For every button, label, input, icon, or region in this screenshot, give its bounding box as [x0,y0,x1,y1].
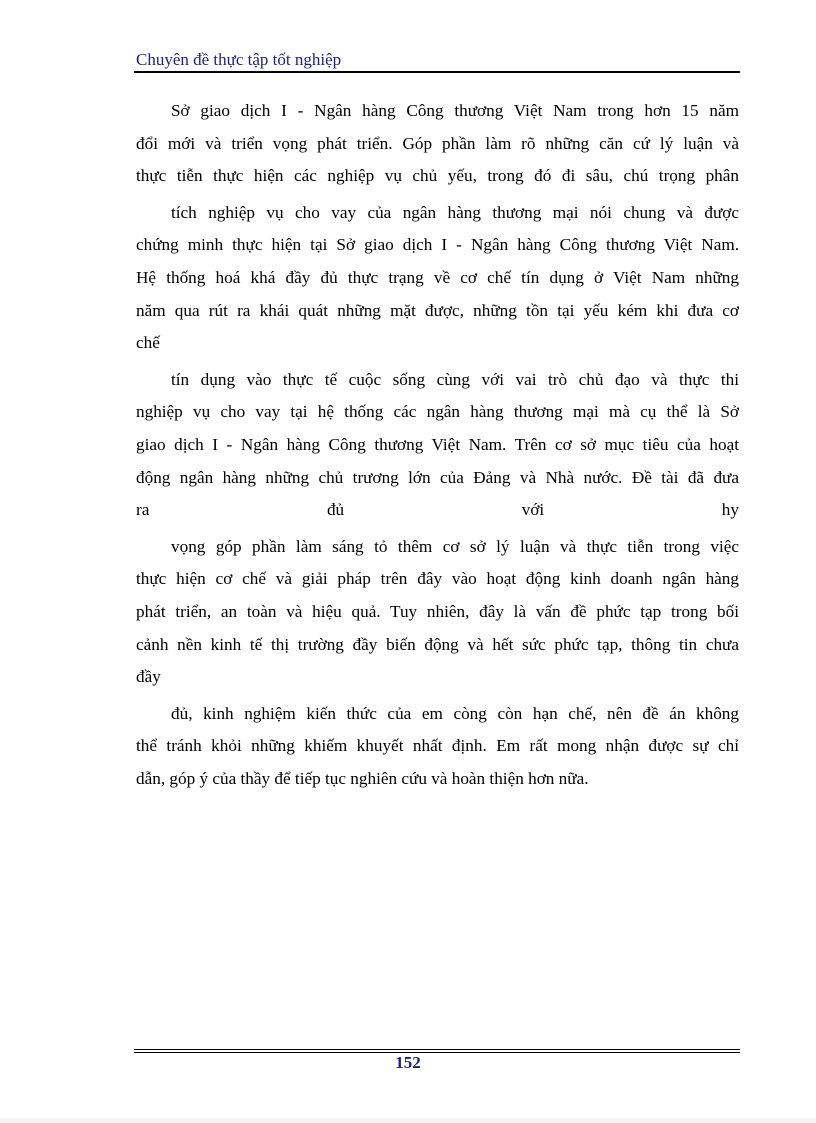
paragraph-1-line-1: Sở giao dịch I - Ngân hàng Công thương Việt Nam trong hơn 15 năm [171,101,739,120]
paragraph-2-line-5: chế [136,333,160,353]
paragraph-4-line-3: phát triển, an toàn và hiệu quả. Tuy nhiên, đây là vấn đề phức tạp trong bối [136,601,739,621]
paragraph-3-line-1: tín dụng vào thực tế cuộc sống cùng với vai trò chủ đạo và thực thi [171,369,739,389]
footer-divider-top [134,1049,740,1050]
paragraph-2-line-2: chứng minh thực hiện tại Sở giao dịch I - Ngân hàng Công thương Việt Nam. [136,235,739,255]
paragraph-1-line-3: thực tiễn thực hiện các nghiệp vụ chủ yếu, trong đó đi sâu, chú trọng phân [136,166,739,186]
document-body [136,95,739,795]
paragraph-5-line-1: đủ, kinh nghiệm kiến thức của em còng còn hạn chế, nên đề án không [171,703,739,723]
paragraph-4-line-2: thực hiện cơ chế và giải pháp trên đây vào hoạt động kinh doanh ngân hàng [136,569,739,589]
paragraph-2-line-3: Hệ thống hoá khá đầy đủ thực trạng về cơ chế tín dụng ở Việt Nam những [136,267,739,287]
page-number: 152 [395,1053,421,1072]
paragraph-2-line-1: tích nghiệp vụ cho vay của ngân hàng thương mại nói chung và được [171,202,739,222]
page-bottom-edge [0,1118,816,1123]
paragraph-1-line-2: đổi mới và triển vọng phát triển. Góp phần làm rõ những căn cứ lý luận và [136,133,739,153]
paragraph-2-line-4: năm qua rút ra khái quát những mặt được, những tồn tại yếu kém khi đưa cơ [136,300,739,320]
paragraph-3-line-3: giao dịch I - Ngân hàng Công thương Việt Nam. Trên cơ sở mục tiêu của hoạt [136,434,739,454]
header-divider [134,71,740,73]
paragraph-3-line-2: nghiệp vụ cho vay tại hệ thống các ngân hàng thương mại mà cụ thể là Sở [136,402,739,422]
paragraph-4-line-5: đầy [136,667,161,687]
paragraph-5-line-2: thể tránh khỏi những khiếm khuyết nhất định. Em rất mong nhận được sự chỉ [136,736,739,756]
paragraph-4-line-4: cảnh nền kinh tế thị trường đầy biến động và hết sức phức tạp, thông tin chưa [136,634,739,654]
paragraph-4-line-1: vọng góp phần làm sáng tỏ thêm cơ sở lý luận và thực tiễn trong việc [171,536,739,556]
paragraph-3-line-4: động ngân hàng những chủ trương lớn của Đảng và Nhà nước. Đề tài đã đưa [136,467,739,487]
paragraph-3-line-5: ra đủ với hy [136,500,739,520]
paragraph-5-line-3: dẫn, góp ý của thầy để tiếp tục nghiên cứu và hoàn thiện hơn nữa. [136,768,589,788]
page-header-title: Chuyên đề thực tập tốt nghiệp [136,50,342,69]
